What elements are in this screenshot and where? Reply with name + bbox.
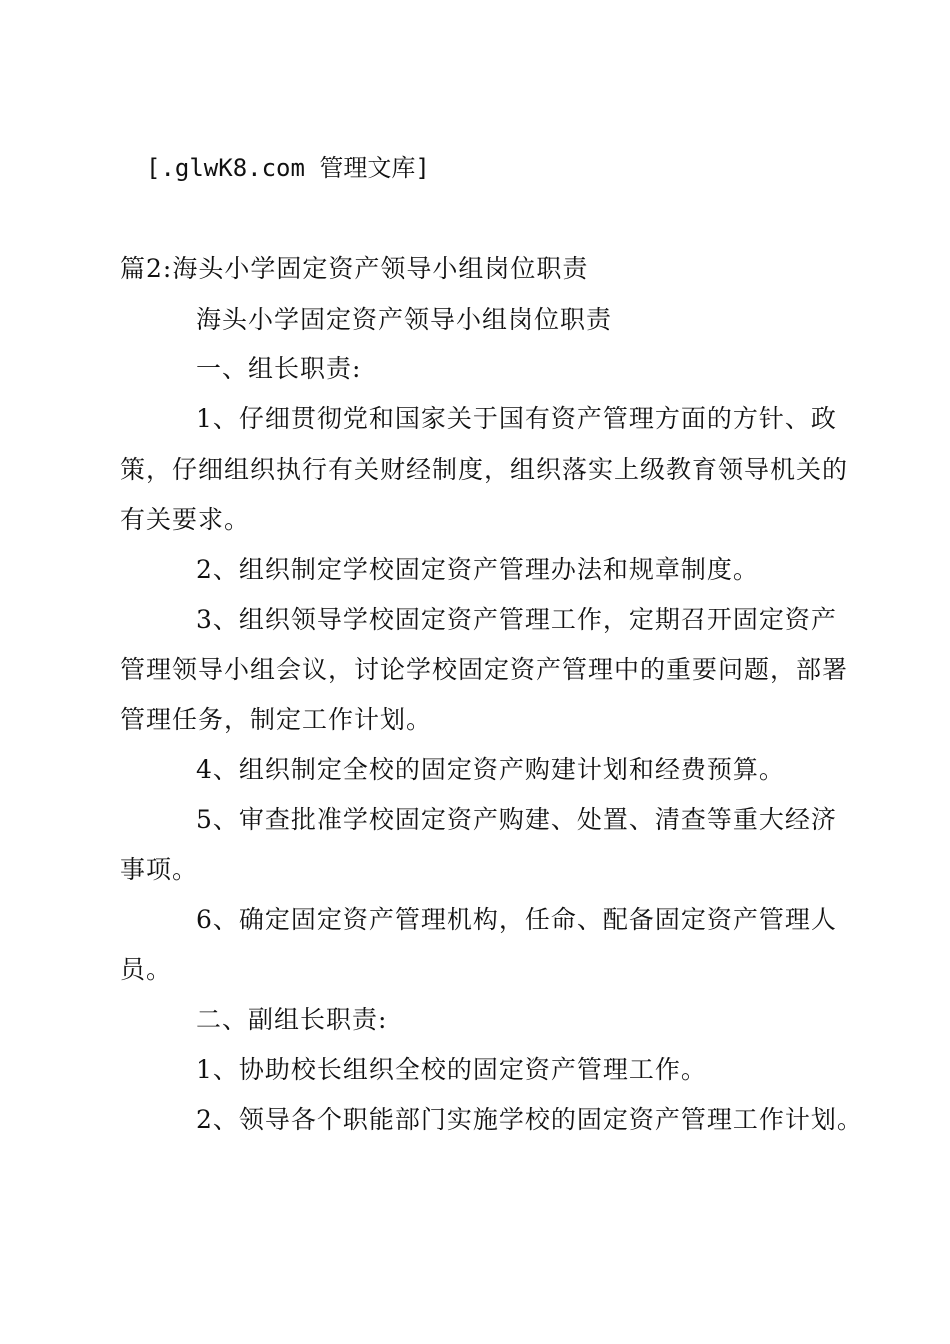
paragraph-line: 4、组织制定全校的固定资产购建计划和经费预算。 (196, 755, 785, 784)
chapter-title: 篇2:海头小学固定资产领导小组岗位职责 (120, 254, 589, 283)
section-heading-deputy: 二、副组长职责: (196, 1005, 388, 1034)
paragraph-line: 6、确定固定资产管理机构，任命、配备固定资产管理人 (196, 905, 837, 934)
paragraph-line: 1、仔细贯彻党和国家关于国有资产管理方面的方针、政 (196, 404, 837, 433)
section-heading-leader: 一、组长职责: (196, 354, 362, 383)
paragraph-line: 1、协助校长组织全校的固定资产管理工作。 (196, 1055, 707, 1084)
paragraph-line: 策，仔细组织执行有关财经制度，组织落实上级教育领导机关的 (120, 455, 849, 484)
paragraph-line: 管理领导小组会议，讨论学校固定资产管理中的重要问题，部署 (120, 655, 849, 684)
paragraph-line: 5、审查批准学校固定资产购建、处置、清查等重大经济 (196, 805, 837, 834)
paragraph-line: 3、组织领导学校固定资产管理工作，定期召开固定资产 (196, 605, 837, 634)
paragraph-line: 员。 (120, 955, 173, 984)
source-line: [.glwK8.com 管理文库] (146, 154, 430, 182)
paragraph-line: 2、组织制定学校固定资产管理办法和规章制度。 (196, 555, 759, 584)
paragraph-line: 有关要求。 (120, 505, 251, 534)
paragraph-line: 2、领导各个职能部门实施学校的固定资产管理工作计划。 (196, 1105, 863, 1134)
paragraph-line: 管理任务，制定工作计划。 (120, 705, 433, 734)
doc-title: 海头小学固定资产领导小组岗位职责 (196, 305, 613, 334)
paragraph-line: 事项。 (120, 855, 199, 884)
